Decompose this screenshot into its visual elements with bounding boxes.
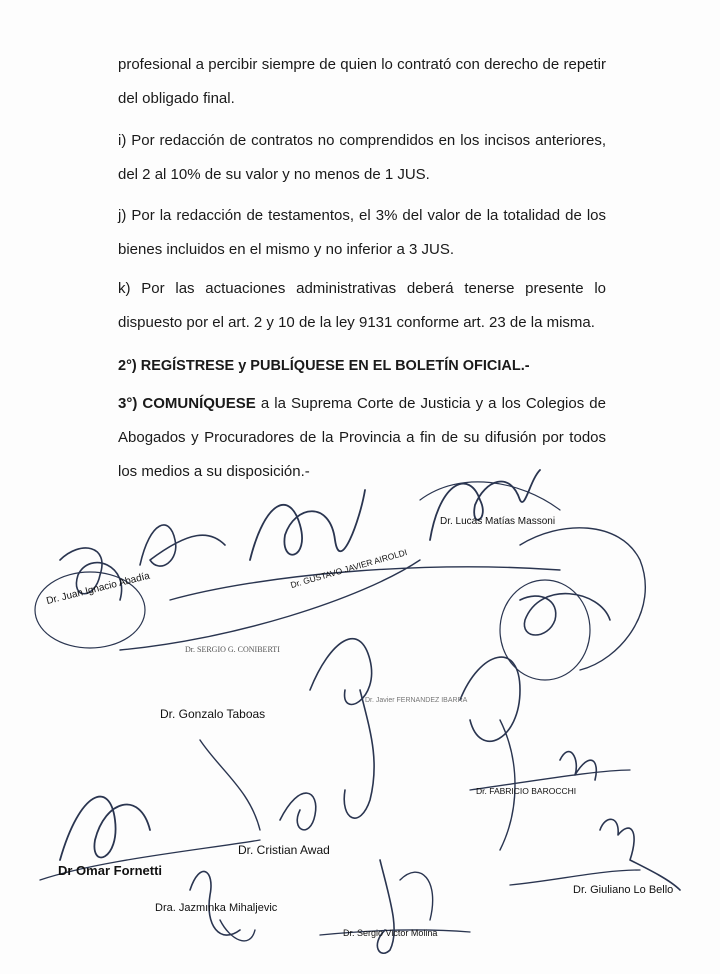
signature-abadia: Dr. Juan Ignacio Abadía (45, 570, 152, 607)
signature-barocchi: Dr. FABRICIO BAROCCHI (476, 786, 577, 796)
signature-molina: Dr. Sergio Victor Molina (343, 928, 438, 938)
signature-airoldi: Dr. GUSTAVO JAVIER AIROLDI (289, 547, 409, 590)
paragraph-item-k: k) Por las actuaciones administrativas deberá tenerse presente lo dispuesto por el art. 2 y 10 de la ley 9131 conforme art. 23 de la misma. (118, 280, 606, 331)
paragraph-item-i: i) Por redacción de contratos no comprendidos en los incisos anteriores, del 2 al 10% de su valor y no menos de 1 JUS. (118, 132, 606, 183)
signature-mihaljevic: Dra. Jazmınka Mihaljevic (155, 902, 278, 914)
signature-coniberti: Dr. SERGIO G. CONIBERTI (185, 645, 280, 654)
article-3-text: a la Suprema Corte de Justicia y a los Colegios de Abogados y Procuradores de la Provincia a fin de su difusión por todos los medios a su disposición.- (118, 395, 606, 480)
signature-awad: Dr. Cristian Awad (238, 843, 330, 857)
signature-fornetti: Dr Omar Fornetti (58, 863, 163, 878)
signature-lobello: Dr. Giuliano Lo Bello (573, 884, 674, 896)
article-2-heading: 2°) REGÍSTRESE y PUBLÍQUESE EN EL BOLETÍN OFICIAL.- (118, 358, 530, 374)
signature-massoni: Dr. Lucas Matías Massoni (440, 516, 556, 527)
signature-fernandez: Dr. Javier FERNANDEZ IBARRA (365, 697, 468, 704)
paragraph-item-j: j) Por la redacción de testamentos, el 3% del valor de la totalidad de los bienes incluidos en el mismo y no inferior a 3 JUS. (118, 207, 606, 258)
paragraph-continuation: profesional a percibir siempre de quien lo contrató con derecho de repetir del obligado final. (118, 56, 606, 107)
signature-taboas: Dr. Gonzalo Taboas (160, 707, 266, 721)
article-3-lead: 3°) COMUNÍQUESE (118, 395, 256, 412)
